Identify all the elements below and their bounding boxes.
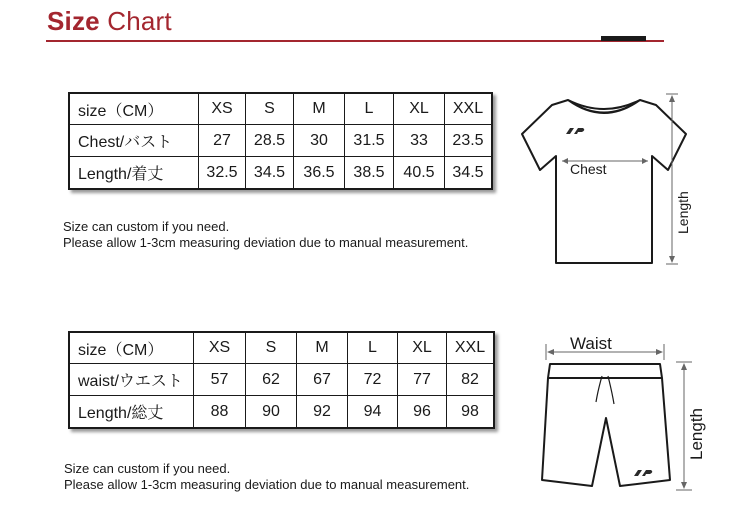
table-cell: 28.5 [246,125,294,157]
table-cell: 38.5 [345,157,394,189]
tshirt-diagram [508,88,708,270]
header-divider [46,40,664,42]
page-title [47,6,172,37]
tshirt-table [69,93,492,189]
header-cell: size（CM） [70,333,194,364]
waist-label: Waist [570,334,612,353]
header-cell: size（CM） [70,94,199,125]
row-label: Length/着丈 [70,157,199,189]
table-cell: 34.5 [246,157,294,189]
header-cell: L [345,94,394,125]
table-cell: 40.5 [394,157,445,189]
table-header-row [70,333,494,364]
header-cell: XS [199,94,246,125]
header-cell: S [246,94,294,125]
row-label: Chest/バスト [70,125,199,157]
table-row-waist [70,364,494,396]
table-cell: 32.5 [199,157,246,189]
table-row-length [70,396,494,428]
shorts-note [64,461,469,493]
table-cell: 30 [294,125,345,157]
length-label: Length [675,191,691,234]
table-cell: 72 [348,364,398,396]
title-rest: Chart [107,6,172,36]
table-cell: 33 [394,125,445,157]
table-cell: 82 [447,364,494,396]
row-label: waist/ウエスト [70,364,194,396]
length-label: Length [687,408,706,460]
header-cell: L [348,333,398,364]
note-line: Please allow 1-3cm measuring deviation due to manual measurement. [64,477,470,492]
shorts-table [69,332,494,428]
chest-label: Chest [570,161,607,177]
row-label: Length/総丈 [70,396,194,428]
table-cell: 36.5 [294,157,345,189]
table-cell: 23.5 [445,125,492,157]
header-cell: M [297,333,348,364]
table-cell: 77 [398,364,447,396]
tshirt-size-table [68,92,493,190]
table-row-chest [70,125,492,157]
table-cell: 94 [348,396,398,428]
table-cell: 67 [297,364,348,396]
header-cell: XL [398,333,447,364]
table-cell: 62 [246,364,297,396]
header-cell: M [294,94,345,125]
shorts-outline [542,364,670,486]
tshirt-outline [522,100,686,263]
header-cell: XL [394,94,445,125]
header-cell: XXL [445,94,492,125]
note-line: Size can custom if you need. [64,461,231,476]
note-line: Size can custom if you need. [63,219,230,234]
table-cell: 88 [194,396,246,428]
header-cell: XXL [447,333,494,364]
title-bold: Size [47,6,100,36]
table-header-row [70,94,492,125]
header-accent-bar [601,36,646,41]
table-cell: 57 [194,364,246,396]
table-cell: 34.5 [445,157,492,189]
table-cell: 31.5 [345,125,394,157]
header-cell: XS [194,333,246,364]
table-cell: 98 [447,396,494,428]
table-cell: 90 [246,396,297,428]
table-cell: 92 [297,396,348,428]
table-cell: 96 [398,396,447,428]
note-line: Please allow 1-3cm measuring deviation due to manual measurement. [63,235,469,250]
shorts-size-table [68,331,495,429]
table-row-length [70,157,492,189]
tshirt-note [63,219,468,251]
table-cell: 27 [199,125,246,157]
shorts-diagram [510,330,720,500]
header-cell: S [246,333,297,364]
